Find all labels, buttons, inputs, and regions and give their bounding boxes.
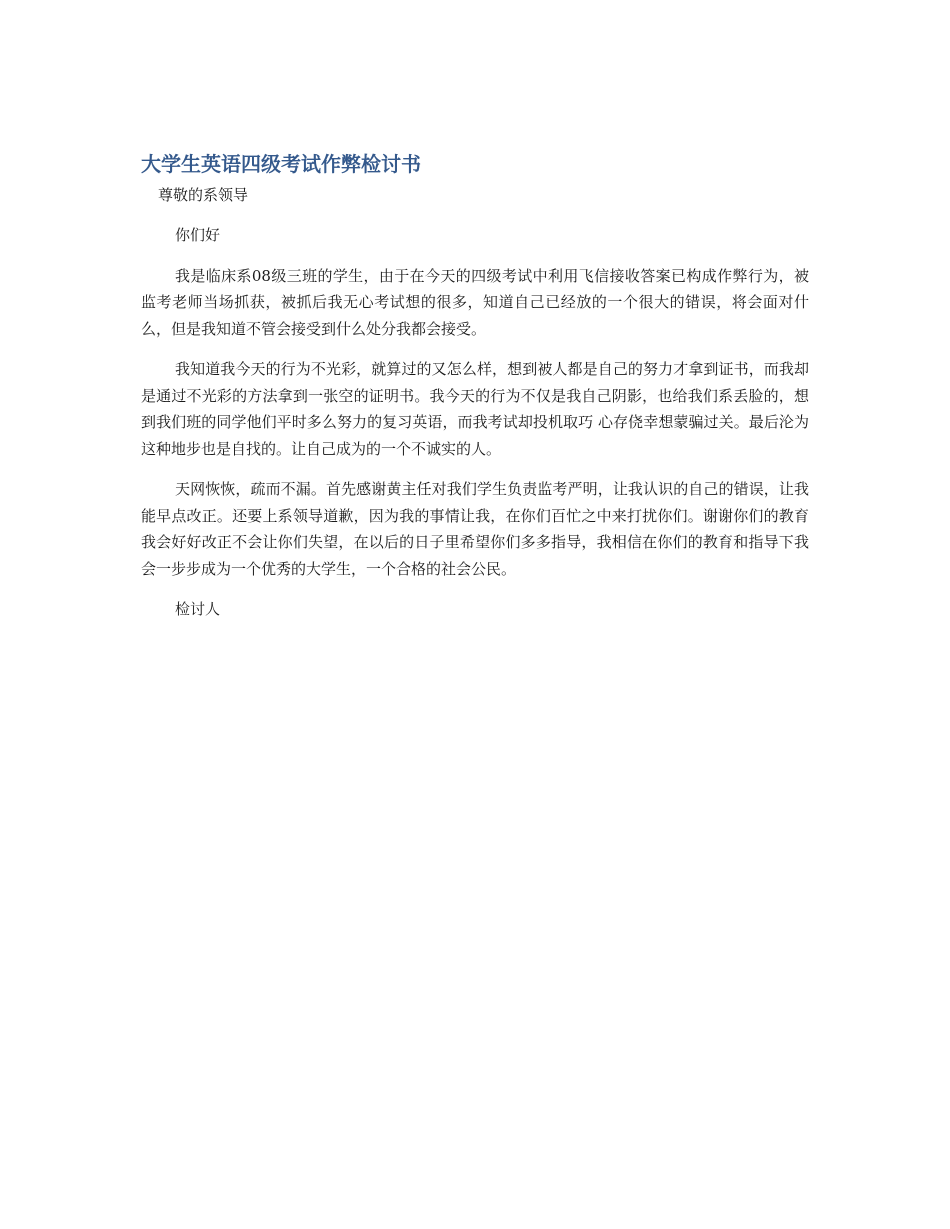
- paragraph-1: 我是临床系08级三班的学生，由于在今天的四级考试中利用飞信接收答案已构成作弊行为，被监考老师当场抓获，被抓后我无心考试想的很多，知道自己已经放的一个很大的错误，将会面对什么，但是我知道不管会接受到什么处分我都会接受。: [141, 266, 809, 338]
- salutation: 尊敬的系领导: [158, 186, 249, 204]
- greeting: 你们好: [175, 226, 221, 244]
- paragraph-3: 天网恢恢，疏而不漏。首先感谢黄主任对我们学生负责监考严明，让我认识的自己的错误，让我能早点改正。还要上系领导道歉，因为我的事情让我，在你们百忙之中来打扰你们。谢谢你们的教育我会好好改正不会让你们失望，在以后的日子里希望你们多多指导，我相信在你们的教育和指导下我会一步步成为一个优秀的大学生，一个合格的社会公民。: [141, 480, 809, 578]
- paragraph-2: 我知道我今天的行为不光彩，就算过的又怎么样，想到被人都是自己的努力才拿到证书，而我却是通过不光彩的方法拿到一张空的证明书。我今天的行为不仅是我自己阴影，也给我们系丢脸的，想到我们班的同学他们平时多么努力的复习英语，而我考试却投机取巧 心存侥幸想蒙骗过关。最后沦为这种地步也是自找的。让自己成为的一个不诚实的人。: [141, 360, 809, 458]
- signoff: 检讨人: [175, 600, 221, 618]
- document-body: [141, 150, 809, 622]
- document-title: 大学生英语四级考试作弊检讨书: [141, 152, 421, 176]
